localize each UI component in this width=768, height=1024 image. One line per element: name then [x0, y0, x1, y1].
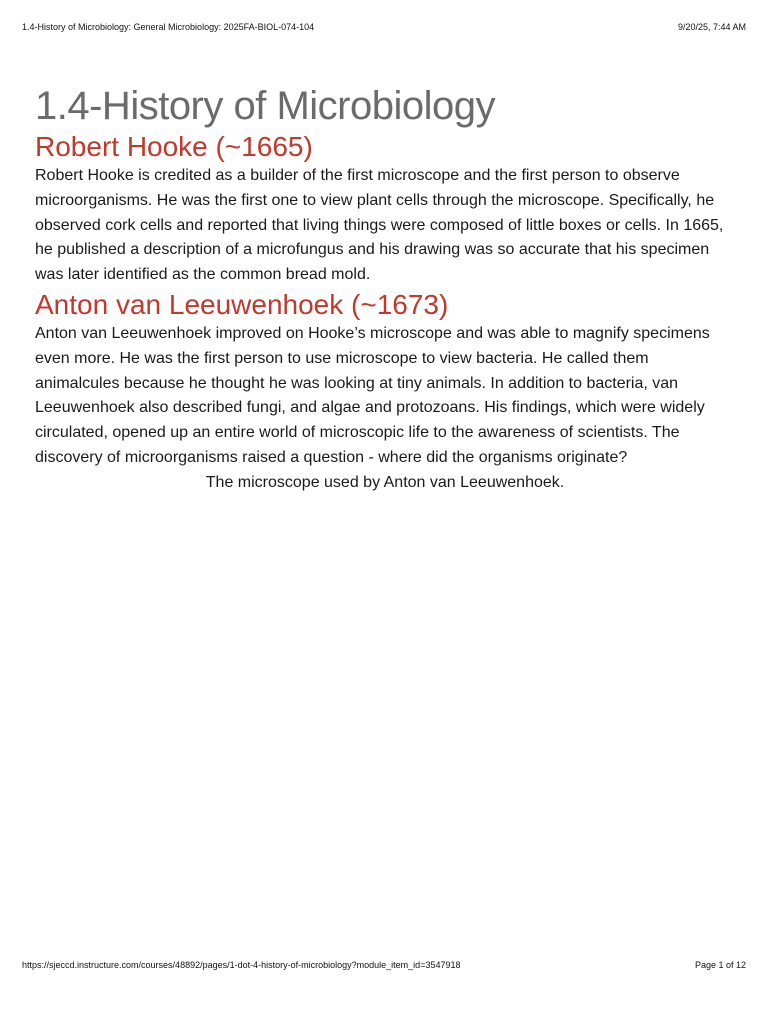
print-footer-url[interactable]: https://sjeccd.instructure.com/courses/48892/pages/1-dot-4-history-of-microbiology?module_item_id=3547918	[22, 960, 461, 970]
section-body-leeuwenhoek: Anton van Leeuwenhoek improved on Hooke’s microscope and was able to magnify specimens even more. He was the first person to use microscope to view bacteria. He called them animalcules because he thought he was looking at tiny animals. In addition to bacteria, van Leeuwenhoek also described fungi, and algae and protozoans. His findings, which were widely circulated, opened up an entire world of microscopic life to the awareness of scientists. The discovery of microorganisms raised a question - where did the organisms originate?	[35, 324, 710, 466]
page-title: 1.4-History of Microbiology	[35, 84, 495, 128]
section-robert-hooke	[35, 130, 735, 288]
section-heading-robert-hooke: Robert Hooke (~1665)	[35, 131, 313, 162]
section-leeuwenhoek	[35, 288, 735, 495]
print-header	[22, 22, 746, 36]
print-header-doc-title: 1.4-History of Microbiology: General Microbiology: 2025FA-BIOL-074-104	[22, 22, 315, 32]
print-footer-page-indicator: Page 1 of 12	[694, 960, 746, 970]
page-content	[35, 80, 735, 495]
section-body-robert-hooke: Robert Hooke is credited as a builder of the first microscope and the first person to observe microorganisms. He was the first one to view plant cells through the microscope. Specifically, he observed cork cells and reported that living things were composed of little boxes or cells. In 1665, he published a description of a microfungus and his drawing was so accurate that his specimen was later identified as the common bread mold.	[35, 167, 724, 284]
figure-caption: The microscope used by Anton van Leeuwenhoek.	[205, 473, 565, 491]
section-heading-leeuwenhoek: Anton van Leeuwenhoek (~1673)	[35, 288, 449, 320]
print-header-timestamp: 9/20/25, 7:44 AM	[677, 22, 746, 32]
print-footer	[22, 960, 746, 974]
